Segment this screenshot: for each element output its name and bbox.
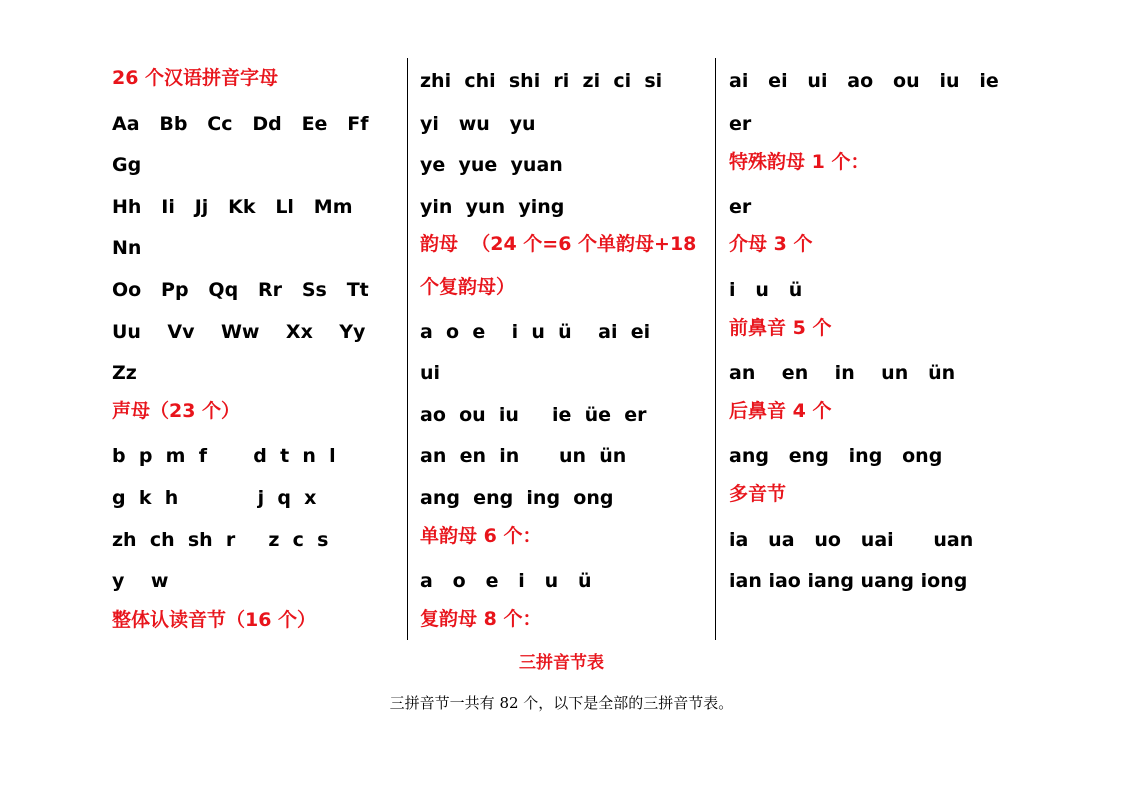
pinyin-row: Hh Ii Jj Kk Ll Mm xyxy=(112,196,353,218)
pinyin-row: ai ei ui ao ou iu ie xyxy=(729,70,999,92)
pinyin-row: yi wu yu xyxy=(420,113,536,135)
pinyin-row: b p m f d t n l xyxy=(112,445,336,467)
pinyin-row: Uu Vv Ww Xx Yy xyxy=(112,321,366,343)
section-heading: 特殊韵母 1 个： xyxy=(729,151,870,173)
section-heading: 声母（23 个） xyxy=(112,400,241,422)
section-heading: 整体认读音节（16 个） xyxy=(112,609,317,631)
pinyin-row: er xyxy=(729,196,752,218)
pinyin-row: er xyxy=(729,113,752,135)
pinyin-row: ang eng ing ong xyxy=(420,487,614,509)
pinyin-row: Zz xyxy=(112,362,137,384)
pinyin-row: zh ch sh r z c s xyxy=(112,529,329,551)
pinyin-row: y w xyxy=(112,570,169,592)
pinyin-row: ia ua uo uai uan xyxy=(729,529,974,551)
pinyin-row: ang eng ing ong xyxy=(729,445,943,467)
section-heading: 单韵母 6 个： xyxy=(420,525,542,547)
pinyin-row: yin yun ying xyxy=(420,196,565,218)
pinyin-row: ye yue yuan xyxy=(420,154,563,176)
section-title: 三拼音节表 xyxy=(519,653,604,673)
pinyin-row: a o e i u ü xyxy=(420,570,592,592)
section-heading: 前鼻音 5 个 xyxy=(729,317,832,339)
pinyin-row: zhi chi shi ri zi ci si xyxy=(420,70,663,92)
section-heading: 多音节 xyxy=(729,483,787,505)
pinyin-row: g k h j q x xyxy=(112,487,317,509)
pinyin-row: a o e i u ü ai ei xyxy=(420,321,651,343)
pinyin-row: Nn xyxy=(112,237,142,259)
column-divider xyxy=(407,58,408,640)
pinyin-row: ian iao iang uang iong xyxy=(729,570,968,592)
pinyin-row: an en in un ün xyxy=(729,362,956,384)
column-divider xyxy=(715,58,716,640)
section-heading: 个复韵母） xyxy=(420,276,516,298)
pinyin-row: ao ou iu ie üe er xyxy=(420,404,647,426)
section-heading: 复韵母 8 个： xyxy=(420,608,542,630)
pinyin-row: Aa Bb Cc Dd Ee Ff xyxy=(112,113,369,135)
pinyin-row: ui xyxy=(420,362,441,384)
section-heading: 后鼻音 4 个 xyxy=(729,400,832,422)
section-heading: 韵母 （24 个=6 个单韵母+18 xyxy=(420,233,697,255)
pinyin-row: an en in un ün xyxy=(420,445,627,467)
pinyin-row: i u ü xyxy=(729,279,803,301)
section-heading: 介母 3 个 xyxy=(729,233,813,255)
section-heading: 26 个汉语拼音字母 xyxy=(112,67,279,89)
pinyin-row: Gg xyxy=(112,154,142,176)
section-description: 三拼音节一共有 82 个，以下是全部的三拼音节表。 xyxy=(389,694,734,712)
pinyin-row: Oo Pp Qq Rr Ss Tt xyxy=(112,279,369,301)
